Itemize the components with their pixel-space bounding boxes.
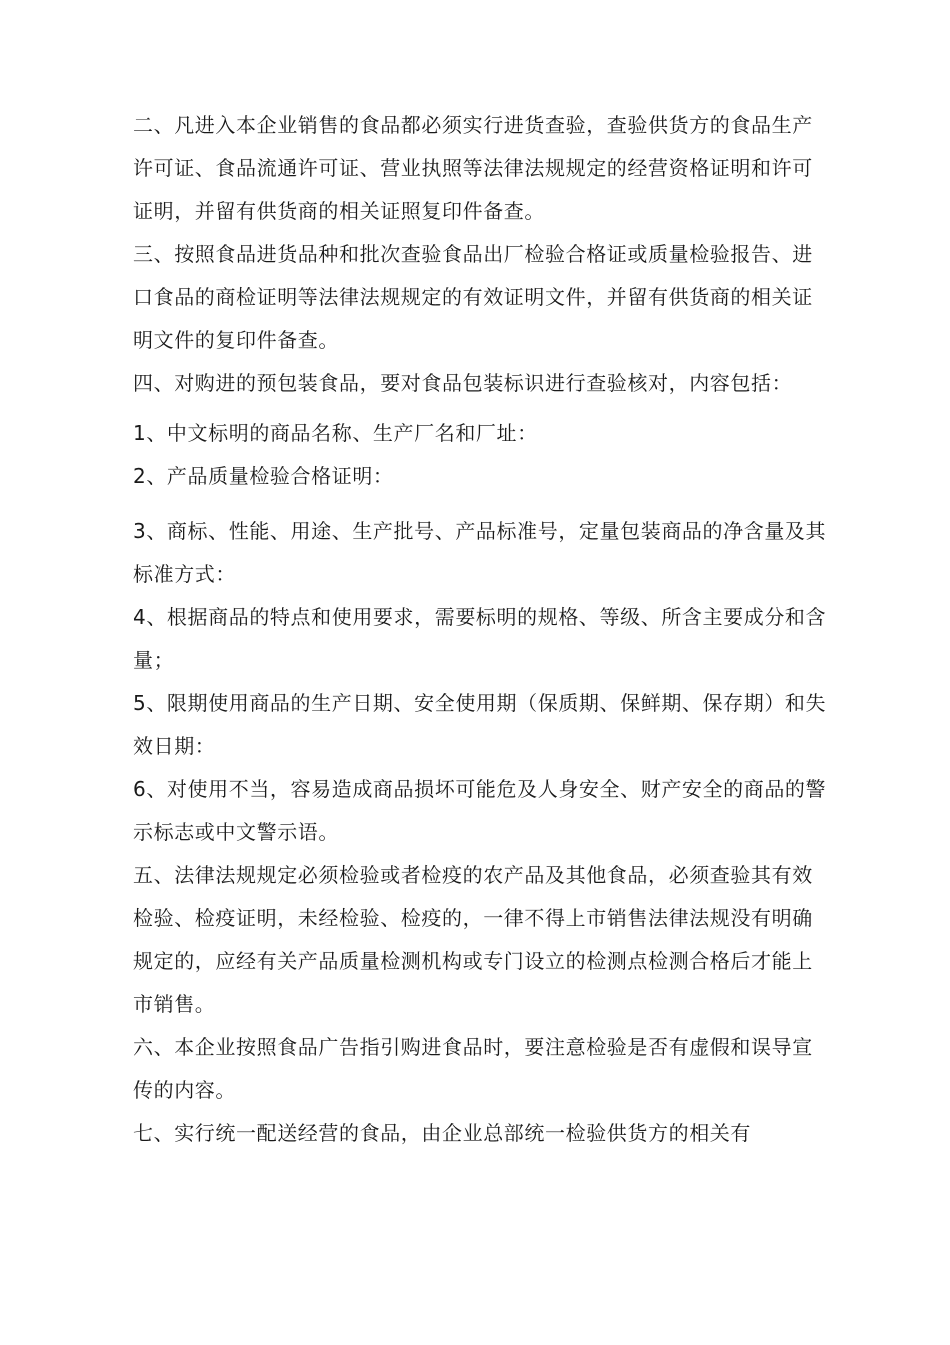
list-item-5: 5、限期使用商品的生产日期、安全使用期（保质期、保鲜期、保存期）和失效日期： — [133, 691, 827, 758]
list-item-6: 6、对使用不当，容易造成商品损坏可能危及人身安全、财产安全的商品的警示标志或中文警示语。 — [133, 777, 827, 844]
document-body — [133, 104, 833, 1155]
paragraph-4: 四、对购进的预包装食品，要对食品包装标识进行查验核对，内容包括： — [133, 371, 793, 395]
paragraph-2: 二、凡进入本企业销售的食品都必须实行进货查验，查验供货方的食品生产许可证、食品流通许可证、营业执照等法律法规规定的经营资格证明和许可证明，并留有供货商的相关证照复印件备查。 — [133, 113, 813, 223]
list-item-3: 3、商标、性能、用途、生产批号、产品标准号，定量包装商品的净含量及其标准方式： — [133, 519, 827, 586]
paragraph-7: 七、实行统一配送经营的食品，由企业总部统一检验供货方的相关有 — [133, 1121, 751, 1145]
paragraph-5: 五、法律法规规定必须检验或者检疫的农产品及其他食品，必须查验其有效检验、检疫证明，未经检验、检疫的，一律不得上市销售法律法规没有明确规定的，应经有关产品质量检测机构或专门设立的检测点检测合格后才能上市销售。 — [133, 863, 813, 1016]
list-item-4: 4、根据商品的特点和使用要求，需要标明的规格、等级、所含主要成分和含量； — [133, 605, 827, 672]
list-item-1: 1、中文标明的商品名称、生产厂名和厂址： — [133, 421, 538, 445]
paragraph-6: 六、本企业按照食品广告指引购进食品时，要注意检验是否有虚假和误导宣传的内容。 — [133, 1035, 813, 1102]
paragraph-3: 三、按照食品进货品种和批次查验食品出厂检验合格证或质量检验报告、进口食品的商检证明等法律法规规定的有效证明文件，并留有供货商的相关证明文件的复印件备查。 — [133, 242, 813, 352]
list-item-2: 2、产品质量检验合格证明： — [133, 464, 394, 488]
